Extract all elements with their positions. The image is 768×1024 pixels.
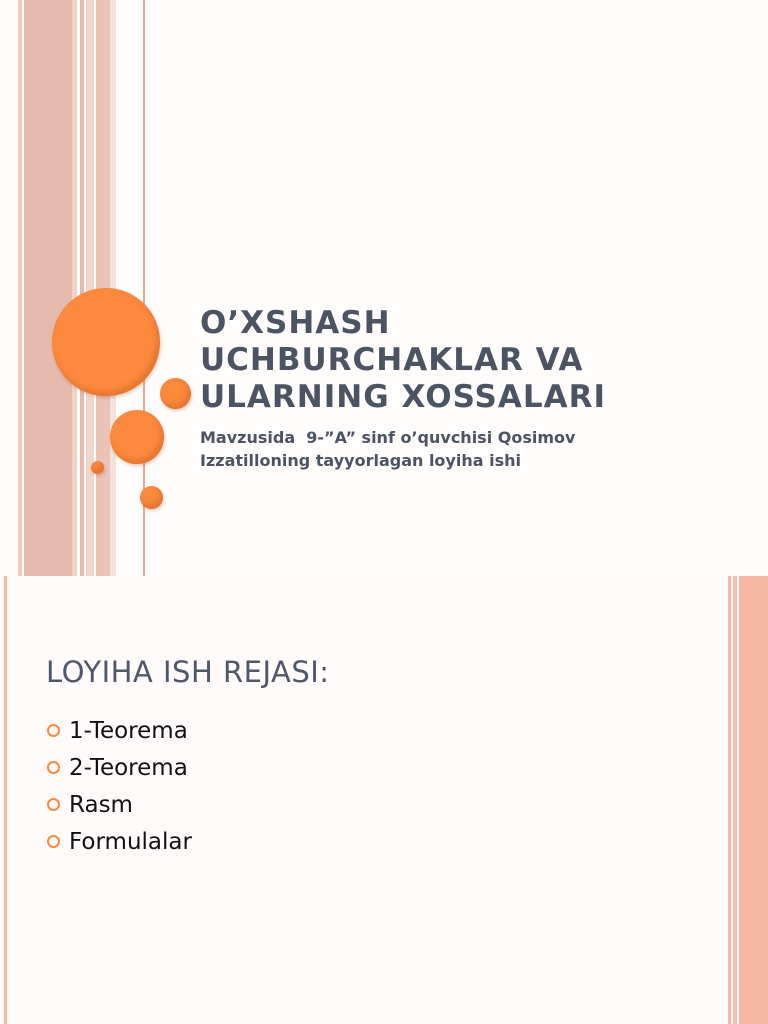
circle-bullet-icon <box>47 798 60 811</box>
title-line: ULARNING XOSSALARI <box>200 379 606 415</box>
stripe <box>80 0 84 576</box>
left-decorative-stripes <box>0 0 150 576</box>
subtitle-line: Mavzusida 9-”A” sinf o’quvchisi Qosimov <box>200 428 576 447</box>
slide-subtitle <box>200 426 740 472</box>
list-item <box>46 750 192 787</box>
bullet-list <box>46 713 192 861</box>
title-line: O’XSHASH <box>200 305 391 341</box>
tiny-orange-circle <box>91 461 104 474</box>
list-item-label: Rasm <box>69 792 133 818</box>
slide-title <box>200 305 740 416</box>
small-orange-circle <box>140 486 163 509</box>
content-slide <box>0 576 768 1024</box>
circle-bullet-icon <box>47 761 60 774</box>
medium-orange-circle <box>110 410 164 464</box>
stripe <box>728 576 731 1024</box>
stripe <box>72 0 77 576</box>
stripe <box>86 0 94 576</box>
large-orange-circle <box>52 288 160 396</box>
small-orange-circle <box>160 378 191 409</box>
circle-bullet-icon <box>47 835 60 848</box>
list-item <box>46 824 192 861</box>
list-item-label: 1-Teorema <box>69 718 188 744</box>
stripe <box>739 576 768 1024</box>
subtitle-line: Izzatilloning tayyorlagan loyiha ishi <box>200 451 521 470</box>
left-edge-stripe <box>4 576 7 1024</box>
right-decorative-stripes <box>728 576 768 1024</box>
list-item-label: 2-Teorema <box>69 755 188 781</box>
stripe <box>18 0 22 576</box>
list-item <box>46 713 192 750</box>
circle-bullet-icon <box>47 724 60 737</box>
slide-heading: LOYIHA ISH REJASI: <box>46 655 330 689</box>
list-item <box>46 787 192 824</box>
list-item-label: Formulalar <box>69 829 192 855</box>
stripe <box>24 0 72 576</box>
title-line: UCHBURCHAKLAR VA <box>200 342 584 378</box>
stripe <box>733 576 737 1024</box>
